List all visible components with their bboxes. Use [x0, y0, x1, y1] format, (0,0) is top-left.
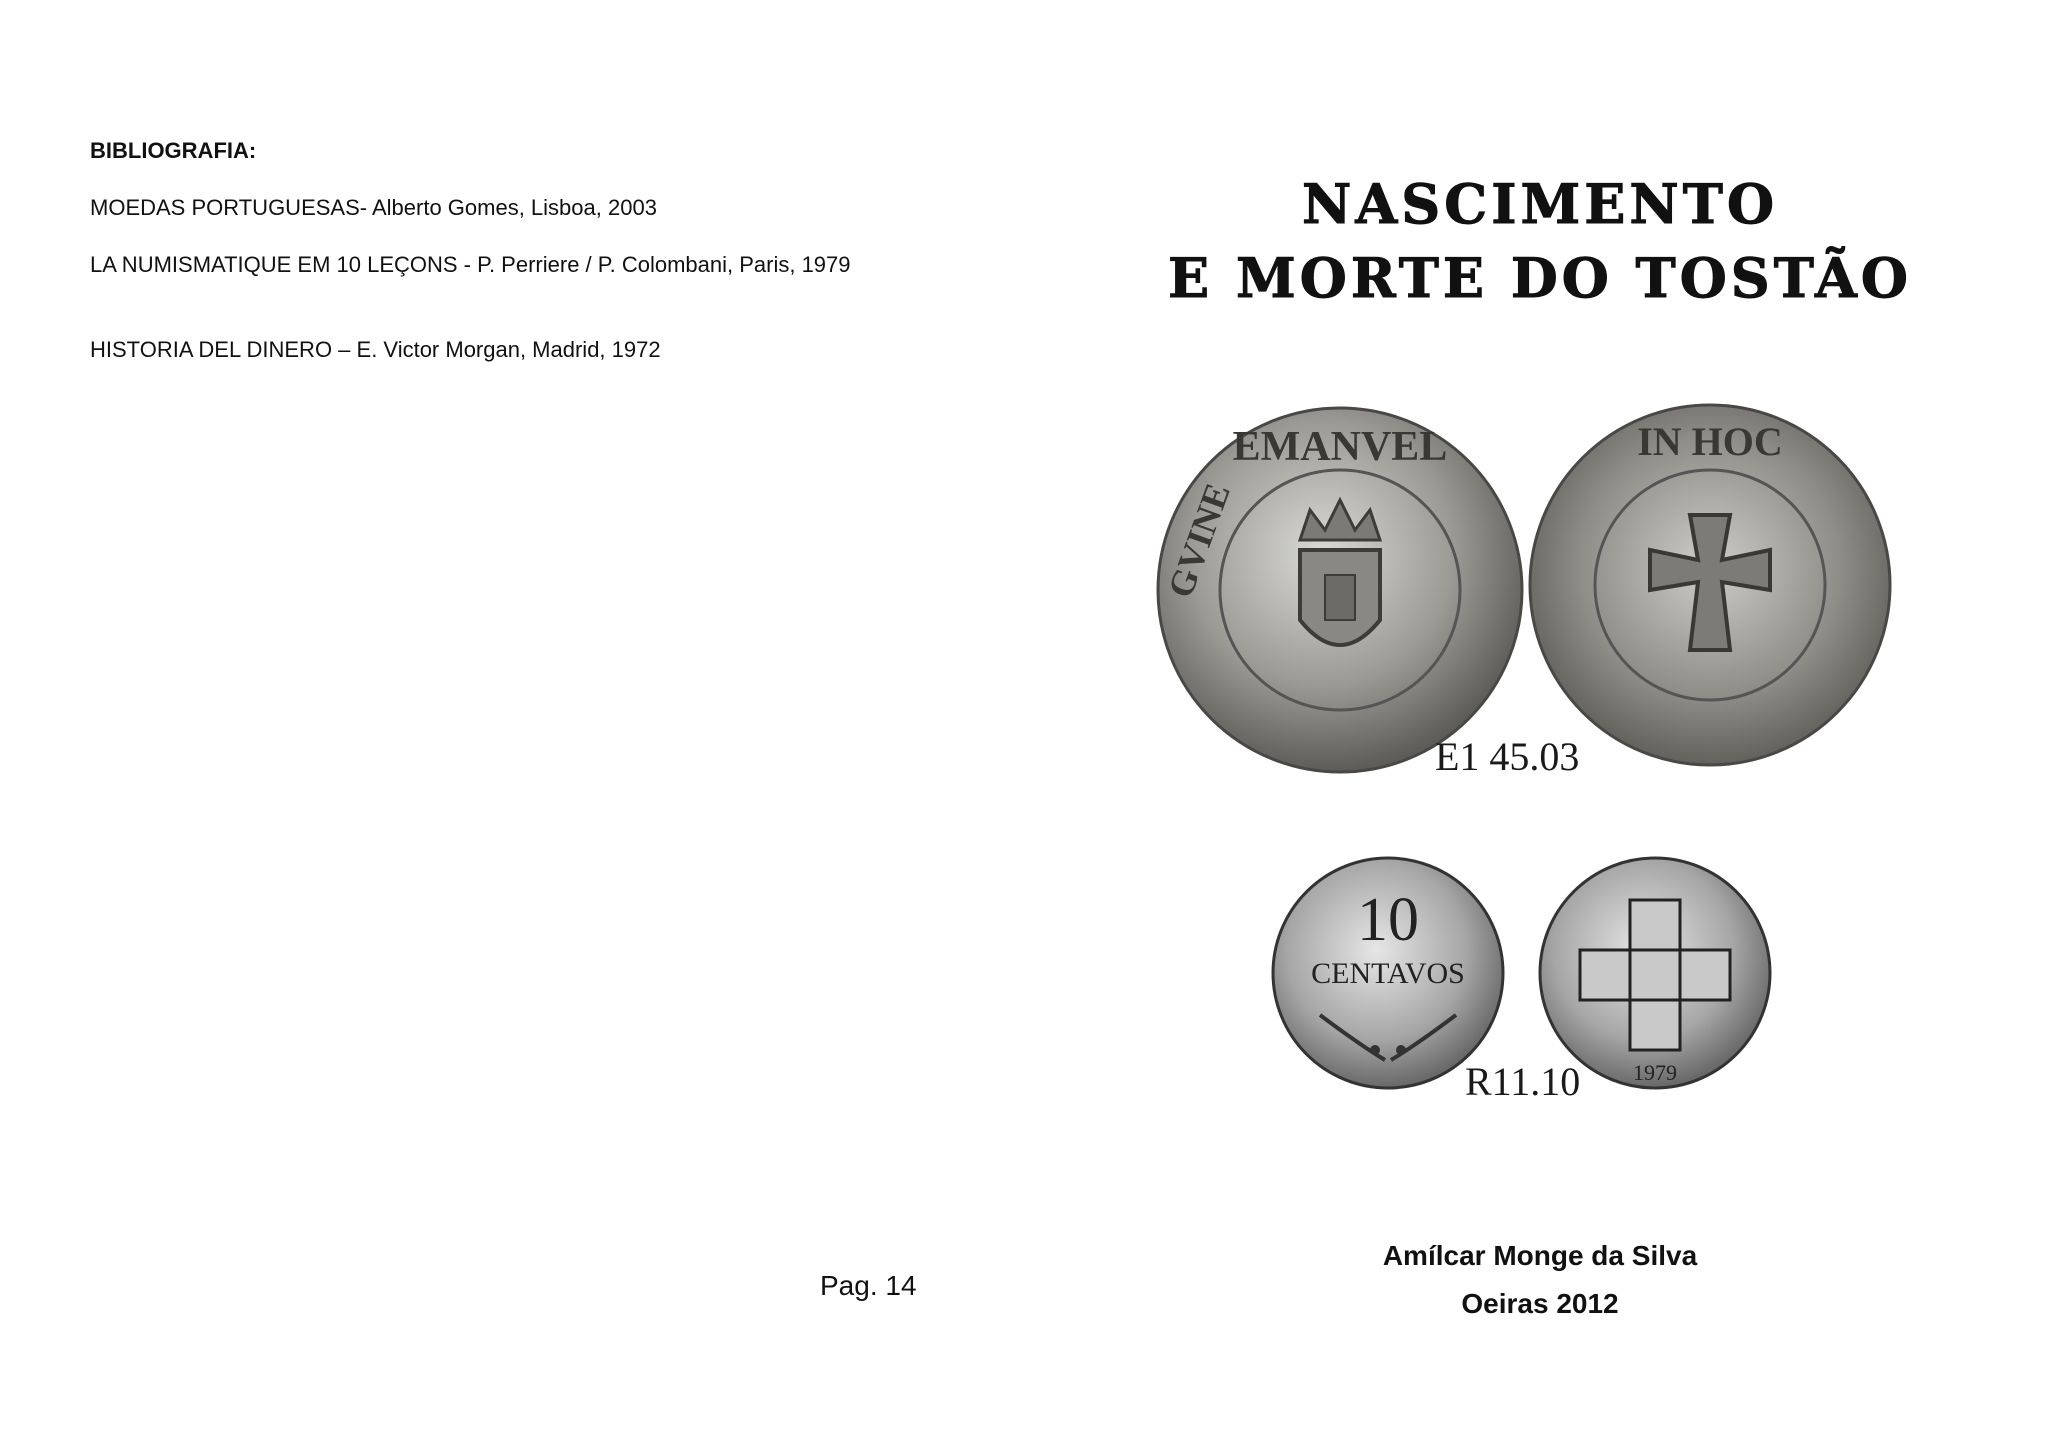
bibliography-heading: BIBLIOGRAFIA: — [90, 138, 257, 163]
bibliography-entry-1: MOEDAS PORTUGUESAS- Alberto Gomes, Lisboa, 2003 — [90, 195, 657, 220]
bibliography-entry-3: HISTORIA DEL DINERO – E. Victor Morgan, Madrid, 1972 — [90, 337, 661, 362]
author-name: Amílcar Monge da Silva — [1382, 1240, 1698, 1271]
coin2-obverse — [1273, 858, 1503, 1088]
svg-text:IN HOC: IN HOC — [1637, 419, 1783, 464]
coin1-obverse — [1158, 408, 1522, 772]
cover-title-line2: E MORTE DO TOSTÃO — [1168, 246, 1912, 310]
coin2-label: R11.10 — [1465, 1059, 1581, 1104]
coin2-reverse — [1540, 858, 1770, 1088]
svg-text:CENTAVOS: CENTAVOS — [1311, 957, 1465, 990]
place-year: Oeiras 2012 — [1461, 1288, 1619, 1319]
svg-text:1979: 1979 — [1633, 1060, 1677, 1085]
coin1-reverse — [1530, 405, 1890, 765]
svg-text:GVINE: GVINE — [1159, 478, 1238, 603]
cover-title-line1: NASCIMENTO — [1301, 172, 1778, 236]
svg-text:10: 10 — [1357, 886, 1419, 954]
page-number: Pag. 14 — [820, 1270, 917, 1301]
coin1-image — [1150, 400, 1910, 790]
coin1-label: E1 45.03 — [1435, 734, 1580, 779]
bibliography-entry-2: LA NUMISMATIQUE EM 10 LEÇONS - P. Perriere / P. Colombani, Paris, 1979 — [90, 252, 851, 277]
svg-text:EMANVEL: EMANVEL — [1232, 424, 1448, 470]
